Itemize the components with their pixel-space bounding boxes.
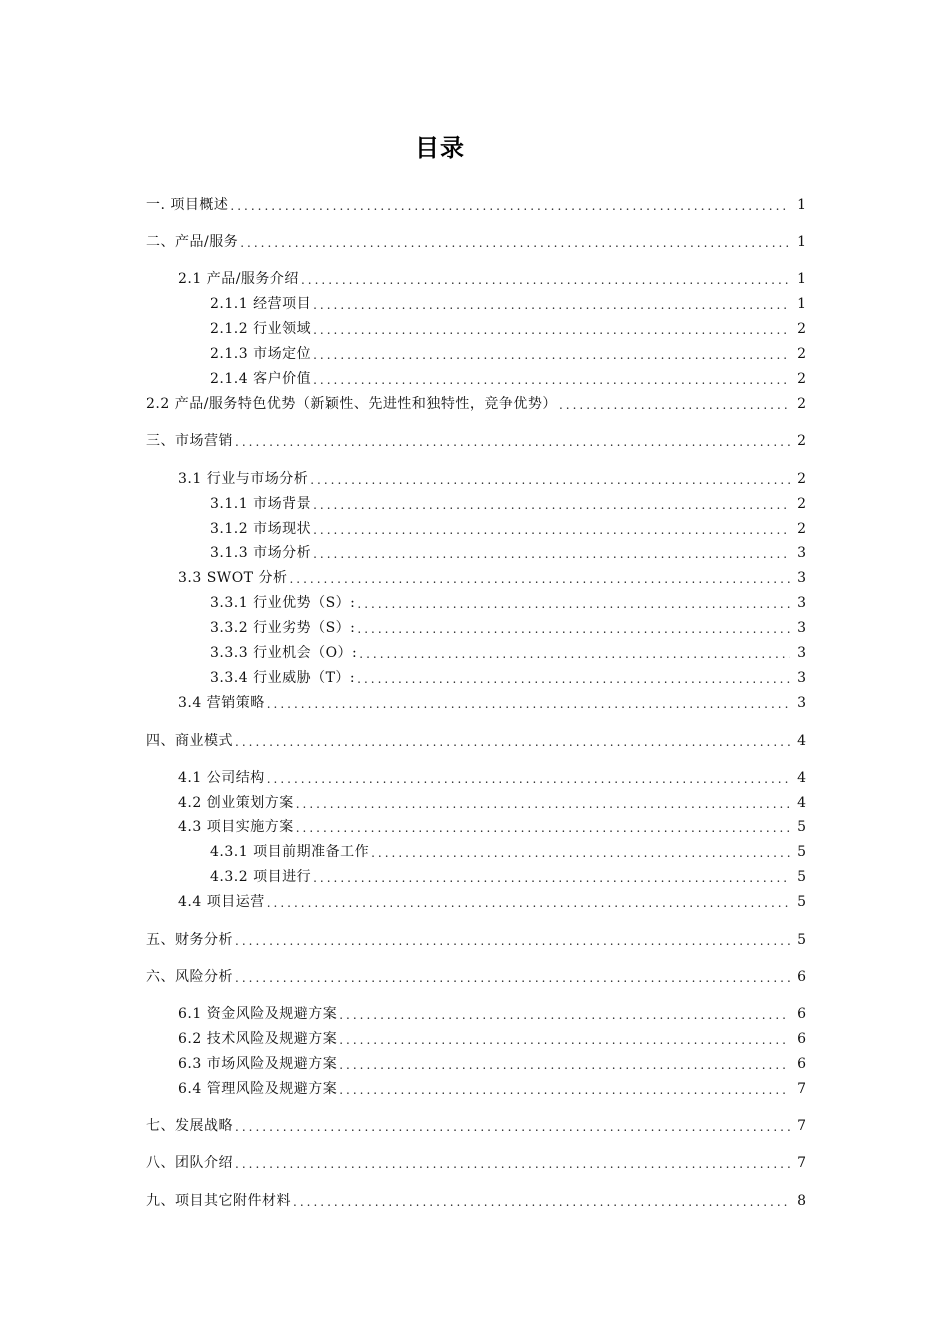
toc-entry-page-number: 4: [797, 795, 806, 811]
toc-entry[interactable]: [146, 391, 806, 413]
toc-entry-page-number: 6: [797, 1056, 806, 1072]
toc-entry-label: 3.3.1 行业优势（S）:: [210, 595, 356, 611]
toc-entry-label: 3.4 营销策略: [178, 695, 265, 711]
toc-dot-leader: [235, 933, 790, 949]
toc-dot-leader: [235, 734, 790, 750]
toc-entry-label: 3.1.1 市场背景: [210, 496, 312, 512]
toc-entry[interactable]: [146, 491, 806, 513]
toc-entry[interactable]: [146, 540, 806, 562]
toc-entry-page-number: 2: [797, 321, 806, 337]
toc-entry[interactable]: [146, 690, 806, 712]
toc-dot-leader: [339, 1057, 790, 1073]
toc-dot-leader: [339, 1007, 790, 1023]
toc-entry[interactable]: [146, 1113, 806, 1135]
toc-dot-leader: [267, 696, 790, 712]
toc-entry[interactable]: [146, 814, 806, 836]
toc-entry-label: 3.3 SWOT 分析: [178, 570, 288, 586]
toc-entry-page-number: 4: [797, 770, 806, 786]
toc-entry-label: 4.3.1 项目前期准备工作: [210, 844, 370, 860]
toc-dot-leader: [313, 497, 790, 513]
toc-entry-label: 3.3.3 行业机会（O）:: [210, 645, 358, 661]
toc-entry-page-number: 5: [797, 894, 806, 910]
toc-entry[interactable]: [146, 1026, 806, 1048]
toc-entry[interactable]: [146, 790, 806, 812]
toc-entry-label: 2.1.2 行业领域: [210, 321, 312, 337]
toc-entry-label: 3.1.2 市场现状: [210, 521, 312, 537]
toc-entry[interactable]: [146, 428, 806, 450]
toc-dot-leader: [267, 895, 790, 911]
toc-entry[interactable]: [146, 665, 806, 687]
toc-entry[interactable]: [146, 565, 806, 587]
toc-entry-label: 三、市场营销: [146, 433, 233, 449]
toc-entry-label: 八、团队介绍: [146, 1155, 233, 1171]
toc-entry[interactable]: [146, 964, 806, 986]
toc-dot-leader: [301, 272, 790, 288]
toc-entry[interactable]: [146, 266, 806, 288]
toc-entry-label: 2.1.3 市场定位: [210, 346, 312, 362]
toc-entry-label: 4.3 项目实施方案: [178, 819, 294, 835]
toc-entry-page-number: 3: [797, 670, 806, 686]
toc-entry-label: 6.4 管理风险及规避方案: [178, 1081, 338, 1097]
toc-entry[interactable]: [146, 927, 806, 949]
toc-dot-leader: [559, 397, 790, 413]
toc-entry-page-number: 2: [797, 371, 806, 387]
toc-entry-page-number: 1: [797, 197, 806, 213]
toc-entry[interactable]: [146, 839, 806, 861]
toc-entry-page-number: 4: [797, 733, 806, 749]
toc-entry-label: 2.1 产品/服务介绍: [178, 271, 299, 287]
toc-entry[interactable]: [146, 640, 806, 662]
toc-entry-page-number: 5: [797, 869, 806, 885]
toc-dot-leader: [293, 1194, 790, 1210]
toc-entry[interactable]: [146, 864, 806, 886]
toc-entry-page-number: 5: [797, 932, 806, 948]
toc-entry-label: 4.3.2 项目进行: [210, 869, 312, 885]
toc-dot-leader: [313, 870, 790, 886]
toc-entry[interactable]: [146, 1188, 806, 1210]
toc-entry-label: 2.2 产品/服务特色优势（新颖性、先进性和独特性，竞争优势）: [146, 396, 557, 412]
toc-entry-page-number: 8: [797, 1193, 806, 1209]
toc-dot-leader: [240, 235, 790, 251]
toc-entry-page-number: 7: [797, 1081, 806, 1097]
toc-entry[interactable]: [146, 316, 806, 338]
toc-dot-leader: [357, 671, 790, 687]
toc-entry[interactable]: [146, 728, 806, 750]
toc-entry-page-number: 6: [797, 1031, 806, 1047]
toc-dot-leader: [313, 297, 790, 313]
toc-entry-page-number: 3: [797, 645, 806, 661]
toc-entry-page-number: 1: [797, 234, 806, 250]
toc-dot-leader: [359, 646, 790, 662]
toc-entry-label: 四、商业模式: [146, 733, 233, 749]
toc-dot-leader: [313, 322, 790, 338]
toc-entry[interactable]: [146, 516, 806, 538]
toc-entry-page-number: 1: [797, 271, 806, 287]
toc-dot-leader: [230, 198, 790, 214]
toc-entry-label: 6.2 技术风险及规避方案: [178, 1031, 338, 1047]
toc-entry-page-number: 3: [797, 570, 806, 586]
toc-entry-page-number: 1: [797, 296, 806, 312]
toc-entry-page-number: 3: [797, 695, 806, 711]
toc-entry-label: 6.1 资金风险及规避方案: [178, 1006, 338, 1022]
toc-entry-page-number: 7: [797, 1155, 806, 1171]
toc-entry-page-number: 5: [797, 819, 806, 835]
toc-dot-leader: [235, 1119, 790, 1135]
toc-entry-page-number: 2: [797, 471, 806, 487]
toc-entry[interactable]: [146, 1150, 806, 1172]
toc-entry[interactable]: [146, 590, 806, 612]
toc-entry-page-number: 7: [797, 1118, 806, 1134]
toc-dot-leader: [371, 845, 790, 861]
toc-dot-leader: [313, 347, 790, 363]
toc-entry-page-number: 2: [797, 433, 806, 449]
toc-dot-leader: [310, 472, 790, 488]
toc-entry[interactable]: [146, 192, 806, 214]
toc-entry[interactable]: [146, 1051, 806, 1073]
toc-entry-page-number: 2: [797, 496, 806, 512]
toc-dot-leader: [357, 596, 790, 612]
toc-dot-leader: [296, 820, 790, 836]
toc-entry[interactable]: [146, 341, 806, 363]
toc-entry-label: 七、发展战略: [146, 1118, 233, 1134]
toc-entry-label: 4.4 项目运营: [178, 894, 265, 910]
toc-entry[interactable]: [146, 615, 806, 637]
toc-entry-label: 4.2 创业策划方案: [178, 795, 294, 811]
toc-entry[interactable]: [146, 229, 806, 251]
toc-dot-leader: [235, 970, 790, 986]
toc-entry-page-number: 6: [797, 1006, 806, 1022]
toc-entry[interactable]: [146, 291, 806, 313]
toc-entry-label: 3.3.4 行业威胁（T）:: [210, 670, 356, 686]
toc-entry-label: 2.1.4 客户价值: [210, 371, 312, 387]
toc-entry-label: 九、项目其它附件材料: [146, 1193, 291, 1209]
toc-entry[interactable]: [146, 889, 806, 911]
toc-entry-label: 3.1.3 市场分析: [210, 545, 312, 561]
toc-dot-leader: [313, 546, 790, 562]
toc-entry-page-number: 2: [797, 346, 806, 362]
toc-entry-page-number: 3: [797, 545, 806, 561]
toc-entry-label: 4.1 公司结构: [178, 770, 265, 786]
toc-dot-leader: [267, 771, 790, 787]
toc-entry-label: 五、财务分析: [146, 932, 233, 948]
toc-entry[interactable]: [146, 765, 806, 787]
toc-entry[interactable]: [146, 466, 806, 488]
toc-entry-page-number: 3: [797, 620, 806, 636]
table-of-contents: [146, 0, 806, 1344]
toc-dot-leader: [357, 621, 790, 637]
toc-entry[interactable]: [146, 1076, 806, 1098]
toc-entry-label: 一. 项目概述: [146, 197, 229, 213]
toc-dot-leader: [235, 1156, 790, 1172]
toc-dot-leader: [313, 372, 790, 388]
toc-entry-label: 2.1.1 经营项目: [210, 296, 312, 312]
toc-dot-leader: [289, 571, 790, 587]
toc-entry[interactable]: [146, 366, 806, 388]
toc-entry-page-number: 3: [797, 595, 806, 611]
toc-dot-leader: [235, 434, 790, 450]
toc-entry[interactable]: [146, 1001, 806, 1023]
toc-dot-leader: [296, 796, 790, 812]
toc-dot-leader: [313, 522, 790, 538]
toc-entry-page-number: 2: [797, 521, 806, 537]
toc-entry-label: 3.1 行业与市场分析: [178, 471, 309, 487]
page-title: 目录: [415, 134, 465, 162]
toc-entry-page-number: 2: [797, 396, 806, 412]
toc-entry-page-number: 5: [797, 844, 806, 860]
toc-entry-label: 六、风险分析: [146, 969, 233, 985]
toc-dot-leader: [339, 1032, 790, 1048]
toc-dot-leader: [339, 1082, 790, 1098]
toc-entry-page-number: 6: [797, 969, 806, 985]
toc-entry-label: 二、产品/服务: [146, 234, 239, 250]
toc-entry-label: 6.3 市场风险及规避方案: [178, 1056, 338, 1072]
toc-entry-label: 3.3.2 行业劣势（S）:: [210, 620, 356, 636]
